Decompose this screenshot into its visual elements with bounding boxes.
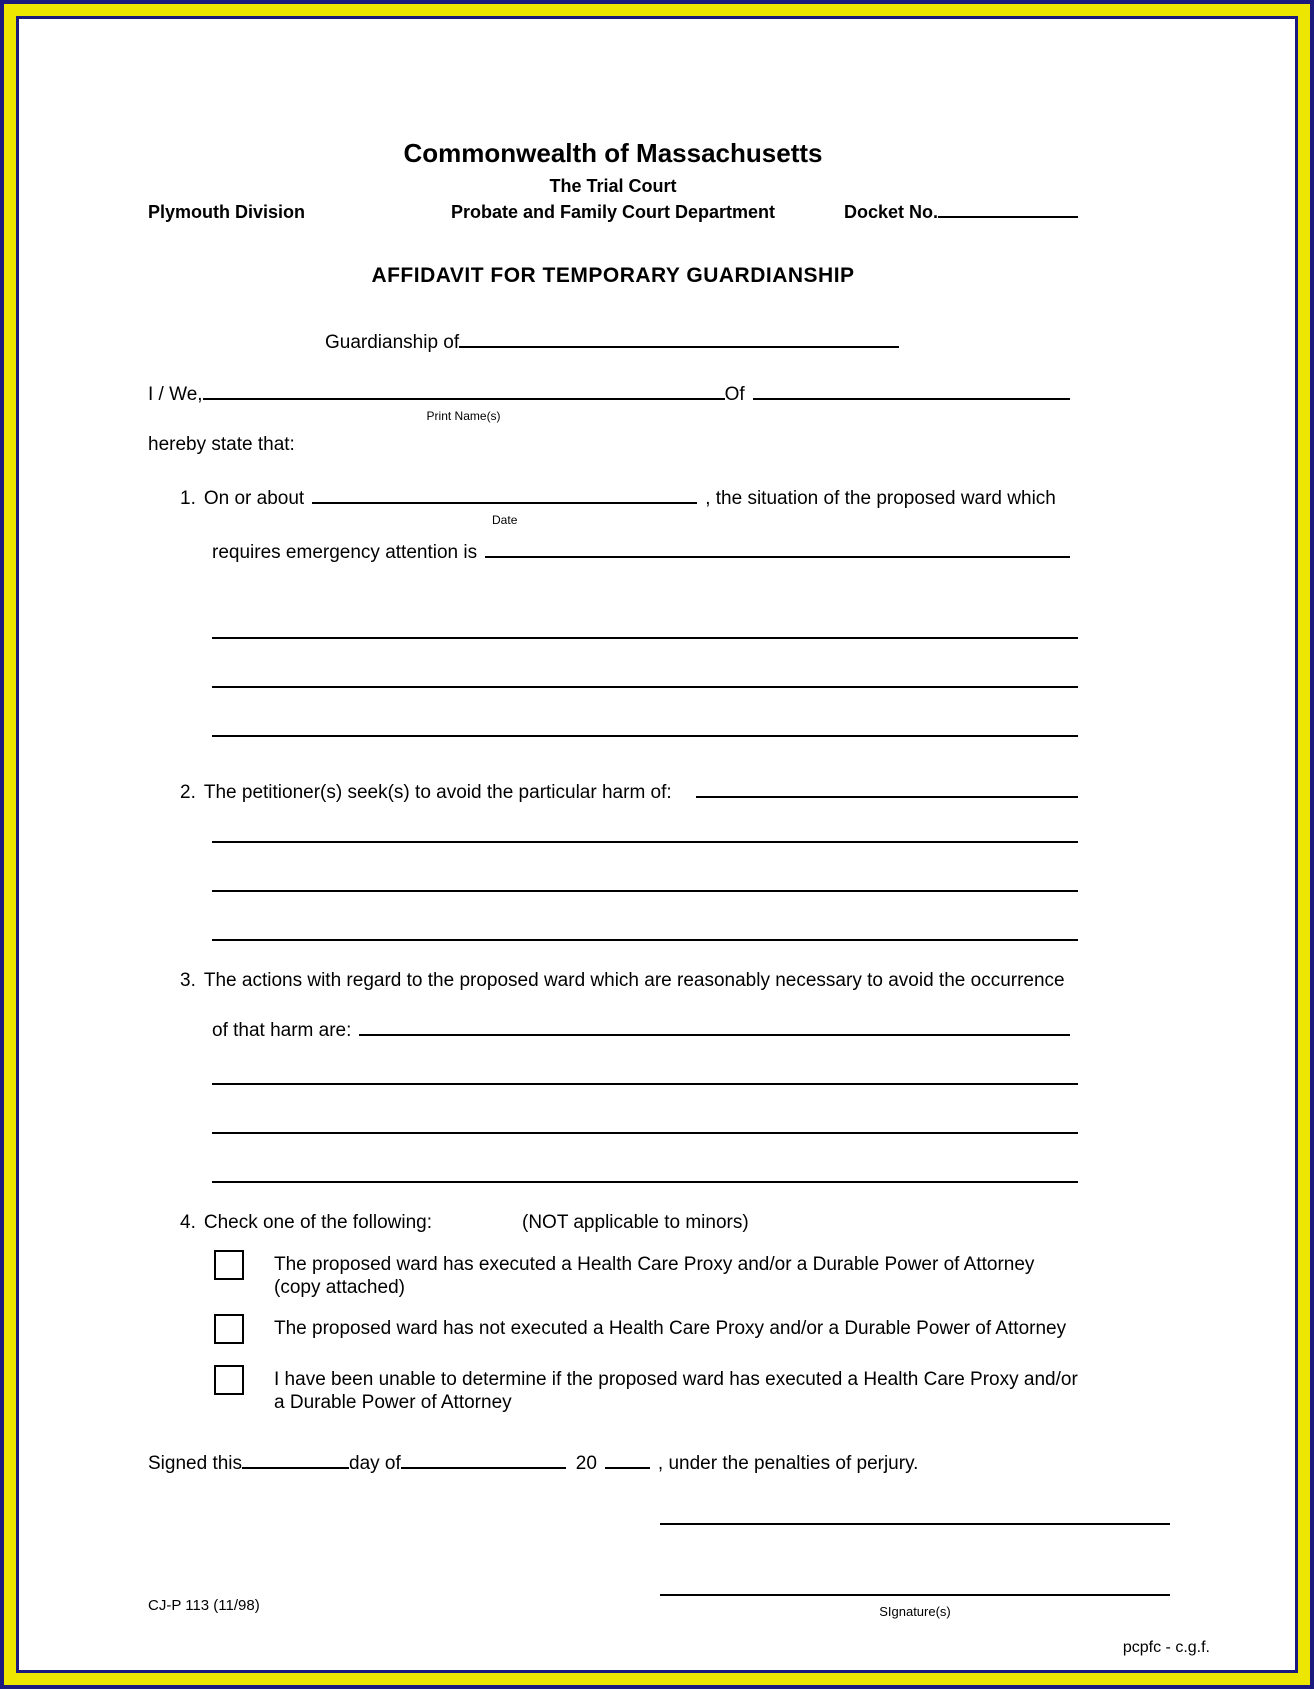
date-group (312, 483, 697, 527)
writing-line[interactable] (212, 688, 1078, 737)
department-label: Probate and Family Court Department (450, 202, 776, 222)
checkbox-option-3 (214, 1368, 1078, 1414)
checkbox-option-2-label: The proposed ward has not executed a Health Care Proxy and/or a Durable Power of Attorney (274, 1318, 1067, 1339)
date-field[interactable] (312, 483, 697, 504)
item-1-lead: On or about (203, 488, 305, 509)
affidavit-document-page (16, 16, 1298, 1673)
actions-field[interactable] (359, 1015, 1070, 1036)
docket-group (844, 197, 1078, 223)
guardianship-of-row (325, 327, 1078, 355)
writing-line[interactable] (212, 843, 1078, 892)
checkbox-executed-proxy[interactable] (214, 1250, 244, 1280)
writing-line[interactable] (212, 805, 1078, 843)
signed-year-field[interactable] (605, 1448, 650, 1469)
item-4-label: Check one of the following: (203, 1212, 432, 1233)
checkbox-not-executed-proxy[interactable] (214, 1314, 244, 1344)
signature-block (660, 1523, 1170, 1619)
situation-field[interactable] (485, 537, 1070, 558)
signed-day-field[interactable] (242, 1448, 349, 1469)
signature-line-2[interactable] (660, 1594, 1170, 1596)
item-2-label: The petitioner(s) seek(s) to avoid the particular harm of: (203, 782, 672, 803)
item-3 (148, 969, 1078, 1183)
item-2-line-1 (180, 777, 1078, 805)
of-label: Of (724, 384, 745, 405)
commonwealth-heading: Commonwealth of Massachusetts (403, 138, 823, 168)
day-of-label: day of (349, 1453, 401, 1474)
item-1 (148, 483, 1078, 737)
signature-caption: SIgnature(s) (879, 1604, 951, 1619)
harm-field[interactable] (696, 777, 1078, 798)
item-1-line-1 (180, 483, 1078, 527)
petitioner-residence-field[interactable] (753, 379, 1070, 400)
item-2 (148, 777, 1078, 941)
petitioner-names-row (148, 379, 1078, 423)
division-label: Plymouth Division (148, 202, 306, 222)
checkbox-option-3-label: I have been unable to determine if the proposed ward has executed a Health Care Proxy and/or a Durable Power of Attorney (274, 1369, 1078, 1413)
signed-month-field[interactable] (401, 1448, 566, 1469)
item-4-number: 4. (180, 1212, 196, 1233)
year-prefix-label: 20 (575, 1453, 597, 1474)
perjury-label: , under the penalties of perjury. (657, 1453, 919, 1474)
writing-line[interactable] (212, 565, 1078, 639)
form-number: CJ-P 113 (11/98) (148, 1597, 260, 1614)
petitioner-names-field[interactable] (203, 379, 725, 400)
writing-line[interactable] (212, 892, 1078, 941)
item-3-number: 3. (180, 970, 196, 991)
date-caption: Date (492, 513, 518, 527)
print-names-group (203, 379, 725, 423)
item-3-line-1 (180, 969, 1078, 993)
docket-number-field[interactable] (938, 197, 1078, 218)
checkbox-option-2 (214, 1317, 1078, 1344)
signed-this-label: Signed this (148, 1453, 243, 1474)
header-row (148, 201, 1078, 223)
item-1-tail: , the situation of the proposed ward which (705, 488, 1056, 509)
form-title: AFFIDAVIT FOR TEMPORARY GUARDIANSHIP (371, 264, 855, 287)
item-2-number: 2. (180, 782, 196, 803)
item-1-line-2 (212, 537, 1078, 565)
trial-court-heading: The Trial Court (549, 176, 677, 196)
checkbox-option-1-label: The proposed ward has executed a Health Care Proxy and/or a Durable Power of Attorney (copy attached) (274, 1254, 1035, 1298)
hereby-statement: hereby state that: (148, 434, 295, 455)
writing-line[interactable] (212, 1134, 1078, 1183)
print-names-caption: Print Name(s) (426, 409, 501, 423)
item-3-line-2 (212, 1015, 1078, 1043)
item-1-number: 1. (180, 488, 196, 509)
footer-right-code: pcpfc - c.g.f. (1122, 1639, 1210, 1656)
item-1-situation-label: requires emergency attention is (212, 542, 478, 563)
i-we-label: I / We, (148, 384, 203, 405)
writing-line[interactable] (212, 1085, 1078, 1134)
item-4 (148, 1211, 1078, 1414)
writing-line[interactable] (212, 1043, 1078, 1085)
docket-label: Docket No. (843, 202, 938, 222)
checkbox-option-1 (214, 1253, 1078, 1299)
item-4-note: (NOT applicable to minors) (522, 1212, 749, 1233)
writing-line[interactable] (212, 639, 1078, 688)
guardianship-of-field[interactable] (459, 327, 899, 348)
signed-row (148, 1448, 1078, 1476)
item-4-header (180, 1211, 1078, 1235)
guardianship-of-label: Guardianship of (325, 332, 460, 353)
signature-line-1[interactable] (660, 1523, 1170, 1525)
checkbox-unable-to-determine[interactable] (214, 1365, 244, 1395)
item-3-text: The actions with regard to the proposed ward which are reasonably necessary to avoid the occurrence (203, 970, 1065, 991)
item-3-harm-label: of that harm are: (212, 1020, 352, 1041)
